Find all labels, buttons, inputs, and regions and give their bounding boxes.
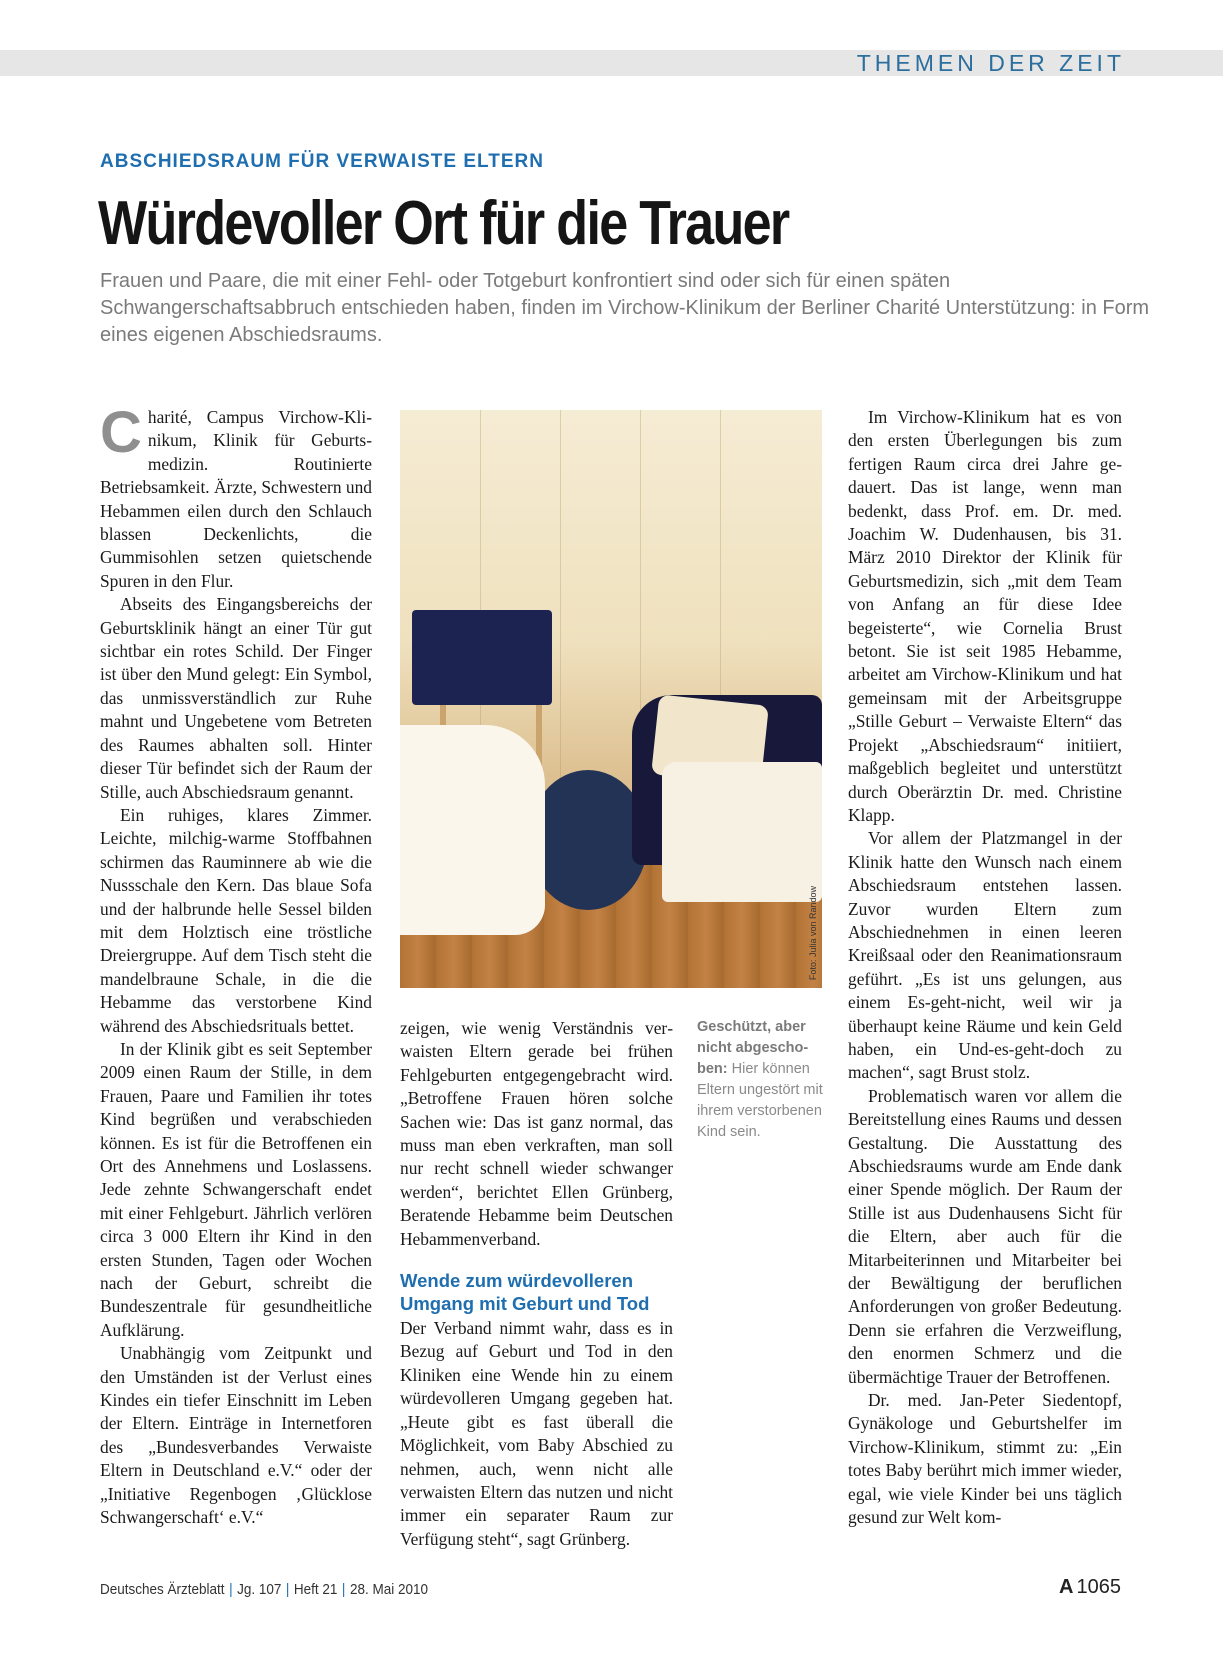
paragraph: Charité, Campus Virchow-Klinikum, Klinik für Geburtsmedizin. Routinierte Betriebsamkeit. Ärzte, Schwestern und Hebammen eilen durch den Schlauch blassen Deckenlichts, die Gummisohlen setzen quietschende Spuren in den Flur. bbox=[100, 400, 372, 591]
footer-citation: Deutsches Ärzteblatt | Jg. 107 | Heft 21 | 28. Mai 2010 bbox=[100, 1581, 429, 1598]
section-label: THEMEN DER ZEIT bbox=[856, 50, 1125, 76]
paragraph: Abseits des Eingangsbereichs der Geburtsklinik hängt an einer Tür gut sichtbar ein rotes Schild. Der Finger ist über den Mund gelegt: Ein Symbol, das unmissverständlich zur Ruhe mahnt und Ungebetene vom Betreten des Raumes abhalten soll. Hinter dieser Tür befindet sich der Raum der Stille, auch Abschiedsraum genannt. bbox=[100, 594, 372, 802]
paragraph: Unabhängig vom Zeitpunkt und den Umständen ist der Verlust eines Kindes ein tiefer Einschnitt im Leben der Eltern. Einträge in Internetforen des „Bundesverbandes Verwaiste Eltern in Deutschland e.V.“ oder der „Initiative Regenbogen ‚Glücklose Schwangerschaft‘ e.V.“ bbox=[100, 1343, 372, 1528]
drop-cap: C bbox=[100, 400, 142, 465]
round-rug bbox=[528, 770, 648, 910]
subheading: Wende zum würdevolleren Umgang mit Geburt und Tod bbox=[400, 1270, 650, 1315]
paragraph: Dr. med. Jan-Peter Siedentopf, Gynäkologe und Geburtshelfer im Virchow-Klinikum, stimmt zu: „Ein totes Baby berührt mich immer wieder, egal, wie viele Kinder bei uns täglich gesund zur Welt kom- bbox=[848, 1390, 1122, 1528]
article-headline: Würdevoller Ort für die Trauer bbox=[98, 189, 789, 258]
caption-text: Hier können Eltern ungestört mit ihrem verstorbenen Kind sein. bbox=[697, 1061, 823, 1140]
column-3 bbox=[848, 406, 1122, 1530]
paragraph: Der Verband nimmt wahr, dass es in Bezug auf Geburt und Tod in den Kliniken eine Wende hin zu einem würdevolleren Umgang gegeben hat. „Heute gibt es fast überall die Möglichkeit, vom Baby Abschied zu nehmen, auch, wenn nicht alle verwaisten Eltern das nutzen und nicht immer ein separater Raum zur Verfügung steht“, sagt Grünberg. bbox=[400, 1318, 673, 1549]
page-prefix: A bbox=[1059, 1576, 1074, 1598]
article-kicker: ABSCHIEDSRAUM FÜR VERWAISTE ELTERN bbox=[100, 151, 544, 172]
draped-table bbox=[412, 610, 552, 705]
paragraph: Problematisch waren vor allem die Bereitstellung eines Raums und dessen Gestaltung. Die Ausstattung des Abschiedsraums wurde am Ende dank einer Spende möglich. Der Raum der Stille ist aus Dudenhausens Sicht für die Eltern, aber auch für die Mitarbeiterinnen und Mitarbeiter bei der Bewältigung der beruflichen Anforderungen von großer Bedeutung. Denn sie erfahren die Verzweiflung, den enormen Schmerz und die übermächtige Trauer der Betroffenen. bbox=[848, 1085, 1122, 1387]
article-photo bbox=[400, 410, 822, 988]
paragraph: Vor allem der Platzmangel in der Klinik hatte den Wunsch nach einem Abschiedsraum entstehen lassen. Zuvor wurden Eltern zum Abschiednehmen in einen leeren Kreißsaal oder den Reanimationsraum geführt. „Es ist uns gelungen, aus einem Es-geht-nicht, weil wir ja überhaupt keine Räume und kein Geld haben, ein Und-es-geht-doch zu machen“, sagt Brust stolz. bbox=[848, 828, 1122, 1083]
issue-date: 28. Mai 2010 bbox=[349, 1581, 429, 1598]
volume: Jg. 107 bbox=[237, 1581, 282, 1598]
paragraph: In der Klinik gibt es seit September 2009 einen Raum der Stille, in dem Frauen, Paare und Familien ihr totes Kind begrüßen und verabschieden können. Es ist für die Betroffenen ein Ort des Annehmens und Loslassens. Jede zehnte Schwangerschaft endet mit einer Fehlgeburt. Jährlich verlören circa 3 000 Eltern ihr Kind in den ersten Stunden, Tagen oder Wochen nach der Geburt, schreibt die Bundeszentrale für gesundheitliche Aufklärung. bbox=[100, 1038, 372, 1340]
issue: Heft 21 bbox=[293, 1581, 338, 1598]
column-2 bbox=[400, 1017, 673, 1551]
paragraph: Ein ruhiges, klares Zimmer. Leichte, milchig-warme Stoffbahnen schirmen das Rauminnere ab wie die Nussschale den Kern. Das blaue Sofa und der halbrunde helle Sessel bilden mit dem Holztisch eine tröstliche Dreiergruppe. Auf dem Tisch steht die mandelbraune Schale, in die die Hebamme das verstorbene Kind während des Abschiedsrituals bettet. bbox=[100, 804, 372, 1036]
column-1 bbox=[100, 400, 372, 1530]
photo-caption bbox=[697, 1017, 825, 1143]
paragraph: Im Virchow-Klinikum hat es von den ersten Überlegungen bis zum fertigen Raum circa drei Jahre gedauert. Das ist lange, wenn man bedenkt, dass Prof. em. Dr. med. Joachim W. Dudenhausen, bis 31. März 2010 Direktor der Klinik für Geburtsmedizin, sich „mit dem Team von Anfang an für diese Idee begeisterte“, wie Cornelia Brust betont. Sie ist seit 1985 Hebamme, arbeitet am Virchow-Klinikum und hat gemeinsam mit der Arbeitsgruppe „Stille Geburt – Verwaiste Eltern“ das Projekt „Abschiedsraum“ initiiert, maßgeblich begleitet und unterstützt durch Oberärztin Dr. med. Christine Klapp. bbox=[848, 407, 1122, 825]
white-armchair bbox=[400, 725, 545, 935]
journal-name: Deutsches Ärzteblatt bbox=[100, 1581, 225, 1598]
photo-credit: Foto: Julia von Randow bbox=[808, 885, 818, 980]
paragraph: zeigen, wie wenig Verständnis verwaisten Eltern gerade bei frühen Fehlgeburten entgegengebracht wird. „Betroffene Frauen hören solche Sachen wie: Das ist ganz normal, das muss man eben verkraften, man soll nur recht schnell wieder schwanger werden“, berichtet Ellen Grünberg, Beratende Hebamme beim Deutschen Hebammenverband. bbox=[400, 1018, 673, 1249]
article-lead: Frauen und Paare, die mit einer Fehl- oder Totgeburt konfrontiert sind oder sich für einen späten Schwangerschaftsabbruch entschieden haben, finden im Virchow-Klinikum der Berliner Charité Unterstützung: in Form eines eigenen Abschiedsraums. bbox=[100, 270, 1150, 346]
caption-title: Geschützt, aber nicht abgeschoben: bbox=[697, 1019, 809, 1077]
page-number: A 1065 bbox=[1059, 1576, 1121, 1598]
white-throw bbox=[662, 762, 822, 902]
